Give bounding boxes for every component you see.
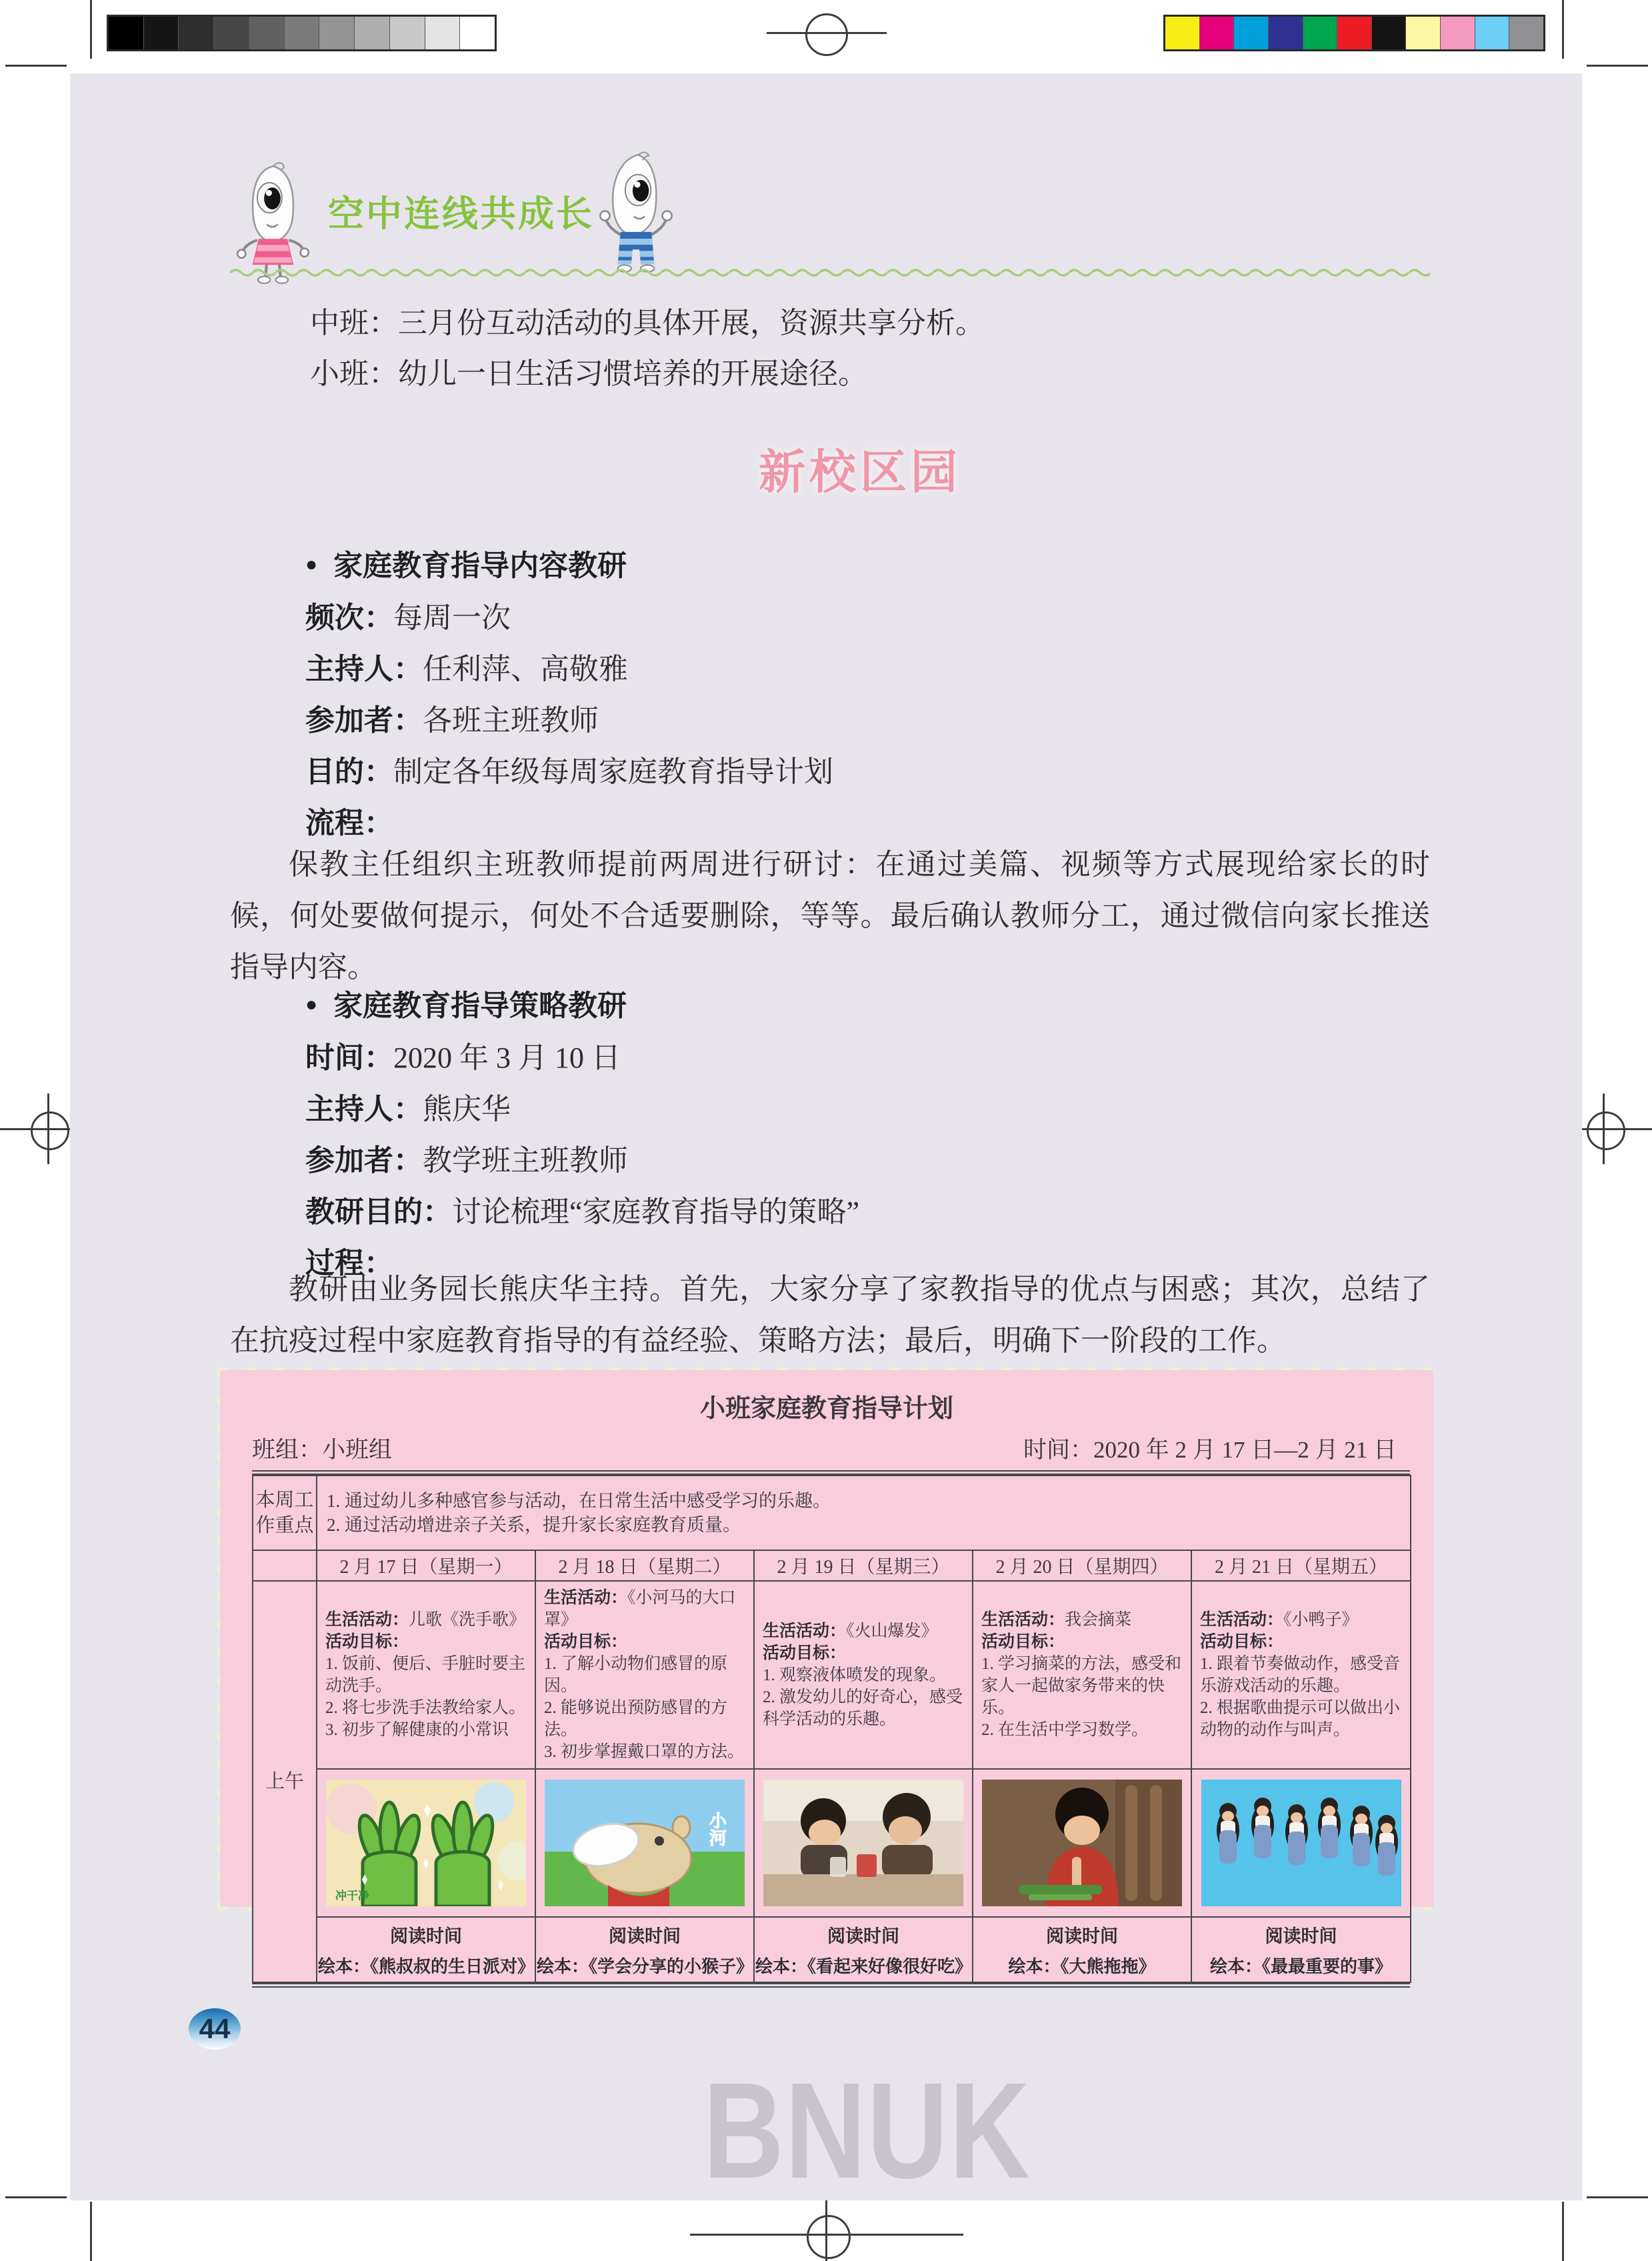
plan-title: 小班家庭教育指导计划 bbox=[699, 1395, 953, 1423]
date-header: 2 月 21 日（星期五） bbox=[1191, 1550, 1411, 1581]
bullet-icon: ● bbox=[305, 553, 318, 575]
field-line: 目的：制定各年级每周家庭教育指导计划 bbox=[305, 755, 833, 788]
field-line: 时间：2020 年 3 月 10 日 bbox=[305, 1041, 621, 1074]
date-header: 2 月 20 日（星期四） bbox=[973, 1550, 1191, 1581]
photo-cell-tuesday bbox=[535, 1769, 754, 1917]
crop-mark bbox=[1587, 65, 1648, 67]
weekly-plan-box bbox=[207, 1357, 1447, 1976]
activity-cell-tuesday: 生活活动：《小河马的大口罩》 活动目标： 1. 了解小动物们感冒的原因。 2. 能够说出预防感冒的方法。 3. 初步掌握戴口罩的方法。 bbox=[535, 1581, 754, 1769]
section-paragraph: 教研由业务园长熊庆华主持。首先，大家分享了家教指导的优点与困惑；其次，总结了在抗疫过程中家庭教育指导的有益经验、策略方法；最后，明确下一阶段的工作。 bbox=[230, 1273, 1430, 1357]
photo-boy-picking-vegetables bbox=[982, 1780, 1182, 1906]
week-focus-cell: 1. 通过幼儿多种感官参与活动，在日常生活中感受学习的乐趣。 2. 通过活动增进亲子关系，提升家长家庭教育质量。 bbox=[317, 1476, 1411, 1550]
date-header: 2 月 18 日（星期二） bbox=[535, 1550, 754, 1581]
photo-kids-science bbox=[763, 1780, 963, 1906]
intro-line: 小班：幼儿一日生活习惯培养的开展途径。 bbox=[310, 357, 867, 390]
field-line: 频次：每周一次 bbox=[305, 601, 511, 634]
campus-stamp: 新校区园 bbox=[759, 446, 961, 498]
crop-mark bbox=[90, 2202, 92, 2261]
empty-cell bbox=[253, 1550, 317, 1581]
crop-mark bbox=[1587, 2196, 1648, 2198]
photo-cell-friday bbox=[1191, 1769, 1411, 1917]
crop-mark bbox=[5, 2196, 67, 2198]
registration-mark-top bbox=[805, 13, 848, 56]
activity-cell-thursday: 生活活动：我会摘菜 活动目标： 1. 学习摘菜的方法，感受和家人一起做家务带来的快乐。 2. 在生活中学习数学。 bbox=[973, 1581, 1191, 1769]
reading-cell-wednesday: 阅读时间 绘本：《看起来好像很好吃》 bbox=[754, 1917, 973, 1982]
photo-cell-thursday bbox=[973, 1769, 1191, 1917]
photo-cell-monday bbox=[317, 1769, 535, 1917]
date-header: 2 月 17 日（星期一） bbox=[317, 1550, 535, 1581]
activity-cell-wednesday: 生活活动：《火山爆发》 活动目标： 1. 观察液体喷发的现象。 2. 激发幼儿的好奇心，感受科学活动的乐趣。 bbox=[754, 1581, 973, 1769]
morning-label: 上午 bbox=[253, 1581, 317, 1982]
photo-hippo-mask bbox=[545, 1780, 745, 1906]
activity-cell-monday: 生活活动：儿歌《洗手歌》 活动目标： 1. 饭前、便后、手脏时要主动洗手。 2. 将七步洗手法教给家人。 3. 初步了解健康的小常识 bbox=[317, 1581, 535, 1769]
registration-mark-left bbox=[31, 1111, 69, 1150]
color-calibration-bar bbox=[1163, 15, 1545, 51]
date-header: 2 月 19 日（星期三） bbox=[754, 1550, 973, 1581]
weekly-plan-inner bbox=[220, 1370, 1433, 1976]
crop-mark bbox=[90, 0, 92, 59]
grayscale-calibration-bar bbox=[107, 15, 497, 51]
photo-cell-wednesday bbox=[754, 1769, 973, 1917]
registration-mark-left-vline bbox=[47, 1093, 49, 1164]
field-line: 教研目的：讨论梳理“家庭教育指导的策略” bbox=[305, 1196, 860, 1228]
page-header-title: 空中连线共成长 bbox=[328, 194, 594, 234]
field-line: 过程： bbox=[305, 1247, 393, 1280]
reading-cell-friday: 阅读时间 绘本：《最最重要的事》 bbox=[1191, 1917, 1411, 1982]
section-heading: ● 家庭教育指导策略教研 bbox=[305, 989, 627, 1022]
crop-mark bbox=[5, 65, 67, 67]
mascot-boy-icon bbox=[585, 148, 687, 280]
field-line: 主持人：任利萍、高敬雅 bbox=[305, 653, 628, 685]
bullet-icon: ● bbox=[305, 993, 318, 1015]
intro-line: 中班：三月份互动活动的具体开展，资源共享分析。 bbox=[310, 307, 985, 339]
crop-mark bbox=[1562, 0, 1564, 59]
reading-cell-monday: 阅读时间 绘本：《熊叔叔的生日派对》 bbox=[317, 1917, 535, 1982]
registration-mark-bottom bbox=[807, 2215, 851, 2259]
photo-dance-group bbox=[1201, 1780, 1401, 1906]
plan-time: 时间：2020 年 2 月 17 日—2 月 21 日 bbox=[1023, 1437, 1397, 1463]
plan-table bbox=[252, 1475, 1411, 1983]
watermark-text: BNUK bbox=[703, 2054, 1031, 2207]
section-heading: ● 家庭教育指导内容教研 bbox=[305, 549, 627, 582]
section-paragraph: 保教主任组织主班教师提前两周进行研讨：在通过美篇、视频等方式展现给家长的时候，何处要做何提示，何处不合适要删除，等等。最后确认教师分工，通过微信向家长推送指导内容。 bbox=[230, 848, 1430, 983]
field-line: 参加者：各班主班教师 bbox=[305, 704, 599, 737]
plan-group: 班组：小班组 bbox=[252, 1437, 393, 1463]
photo-handwashing-hands bbox=[326, 1780, 526, 1906]
crop-mark bbox=[1562, 2202, 1564, 2261]
activity-cell-friday: 生活活动：《小鸭子》 活动目标： 1. 跟着节奏做动作，感受音乐游戏活动的乐趣。 2. 根据歌曲提示可以做出小动物的动作与叫声。 bbox=[1191, 1581, 1411, 1769]
photo-caption: 冲干净 bbox=[335, 1890, 369, 1902]
page-number-badge: 44 bbox=[189, 2008, 241, 2050]
reading-cell-tuesday: 阅读时间 绘本：《学会分享的小猴子》 bbox=[535, 1917, 754, 1982]
photo-caption: 小河 bbox=[707, 1812, 727, 1846]
registration-mark-right-vline bbox=[1603, 1093, 1605, 1164]
field-line: 参加者：教学班主班教师 bbox=[305, 1144, 628, 1177]
registration-mark-top-line bbox=[767, 32, 887, 34]
registration-mark-right bbox=[1587, 1111, 1625, 1150]
wavy-divider bbox=[230, 265, 1430, 277]
week-focus-label: 本周工作重点 bbox=[253, 1476, 317, 1550]
reading-cell-thursday: 阅读时间 绘本：《大熊拖拖》 bbox=[973, 1917, 1191, 1982]
field-line: 主持人：熊庆华 bbox=[305, 1093, 511, 1125]
plan-table-wrap bbox=[252, 1470, 1410, 1988]
field-line: 流程： bbox=[305, 807, 393, 839]
